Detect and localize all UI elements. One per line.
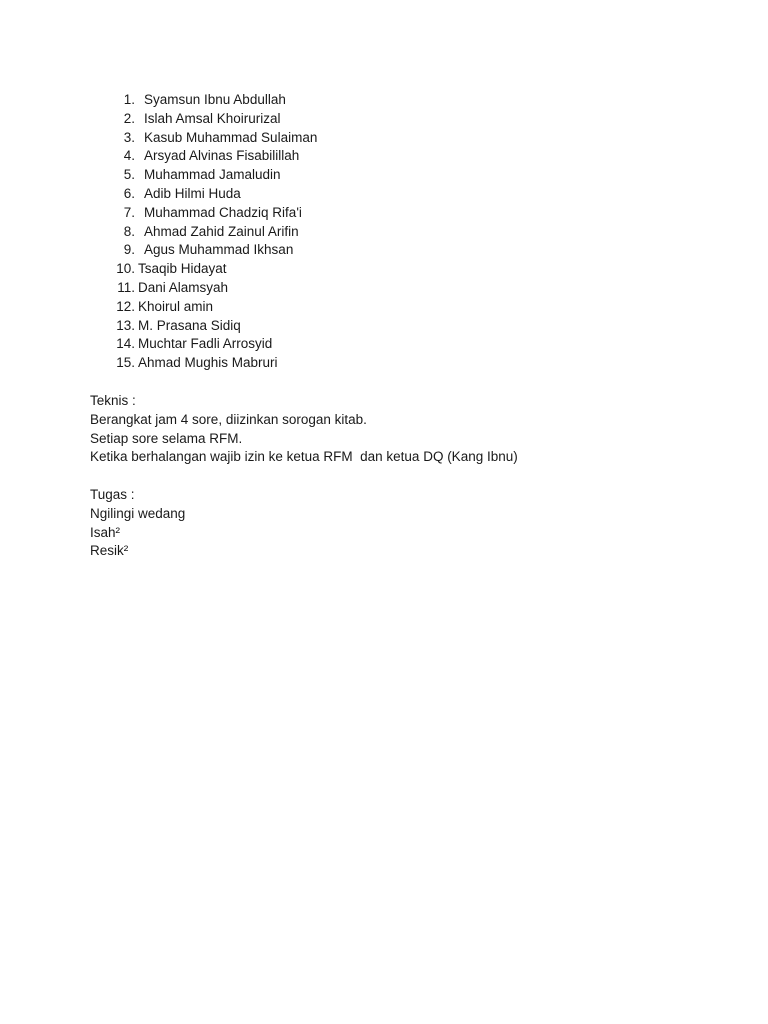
list-number: 8.	[123, 223, 135, 239]
tugas-heading: Tugas :	[90, 487, 135, 502]
list-item	[104, 110, 317, 129]
participant-name: Islah Amsal Khoirurizal	[144, 110, 281, 126]
participant-name: Arsyad Alvinas Fisabilillah	[144, 148, 300, 164]
list-number: 3.	[123, 129, 135, 145]
participant-name: Kasub Muhammad Sulaiman	[144, 129, 318, 145]
participant-name: Dani Alamsyah	[138, 279, 229, 295]
participant-name: Syamsun Ibnu Abdullah	[144, 92, 286, 107]
list-number: 5.	[123, 167, 135, 183]
tugas-line: Ngilingi wedang	[90, 505, 186, 521]
list-number: 7.	[123, 204, 135, 220]
list-number: 12.	[116, 298, 135, 314]
list-number: 14.	[116, 336, 135, 352]
participant-name: Tsaqib Hidayat	[138, 261, 227, 277]
teknis-heading: Teknis :	[90, 393, 136, 408]
list-item	[104, 279, 317, 298]
teknis-line: Ketika berhalangan wajib izin ke ketua RFM dan ketua DQ (Kang Ibnu)	[90, 449, 518, 465]
list-number: 9.	[123, 242, 135, 258]
list-item	[104, 241, 317, 260]
list-item	[104, 223, 317, 242]
tugas-line: Isah²	[90, 524, 121, 540]
list-number: 13.	[116, 317, 135, 333]
participant-name: Muchtar Fadli Arrosyid	[138, 336, 273, 352]
participant-name: Muhammad Jamaludin	[144, 167, 281, 183]
list-item	[104, 166, 317, 185]
list-item	[104, 260, 317, 279]
participant-name: Ahmad Mughis Mabruri	[138, 355, 278, 371]
list-item	[104, 354, 317, 373]
tugas-section	[90, 486, 185, 561]
participant-name: Ahmad Zahid Zainul Arifin	[144, 223, 299, 239]
list-item	[104, 335, 317, 354]
participant-name: Adib Hilmi Huda	[144, 185, 241, 201]
list-item	[104, 91, 317, 110]
participant-list	[104, 91, 317, 373]
participant-name: M. Prasana Sidiq	[138, 317, 241, 333]
list-number: 4.	[123, 148, 135, 164]
participant-name: Khoirul amin	[138, 298, 214, 314]
teknis-line: Setiap sore selama RFM.	[90, 430, 243, 446]
list-item	[104, 317, 317, 336]
tugas-line: Resik²	[90, 543, 129, 559]
teknis-section	[90, 392, 518, 467]
list-item	[104, 147, 317, 166]
list-number: 2.	[123, 110, 135, 126]
participant-name: Agus Muhammad Ikhsan	[144, 242, 294, 258]
list-number: 11.	[117, 279, 135, 295]
teknis-line: Berangkat jam 4 sore, diizinkan sorogan kitab.	[90, 411, 367, 427]
list-item	[104, 298, 317, 317]
list-item	[104, 204, 317, 223]
list-item	[104, 129, 317, 148]
participant-name: Muhammad Chadziq Rifa'i	[144, 204, 302, 220]
list-number: 6.	[123, 185, 135, 201]
list-number: 10.	[116, 261, 135, 277]
list-item	[104, 185, 317, 204]
list-number: 15.	[116, 355, 135, 371]
list-number: 1.	[123, 92, 135, 107]
